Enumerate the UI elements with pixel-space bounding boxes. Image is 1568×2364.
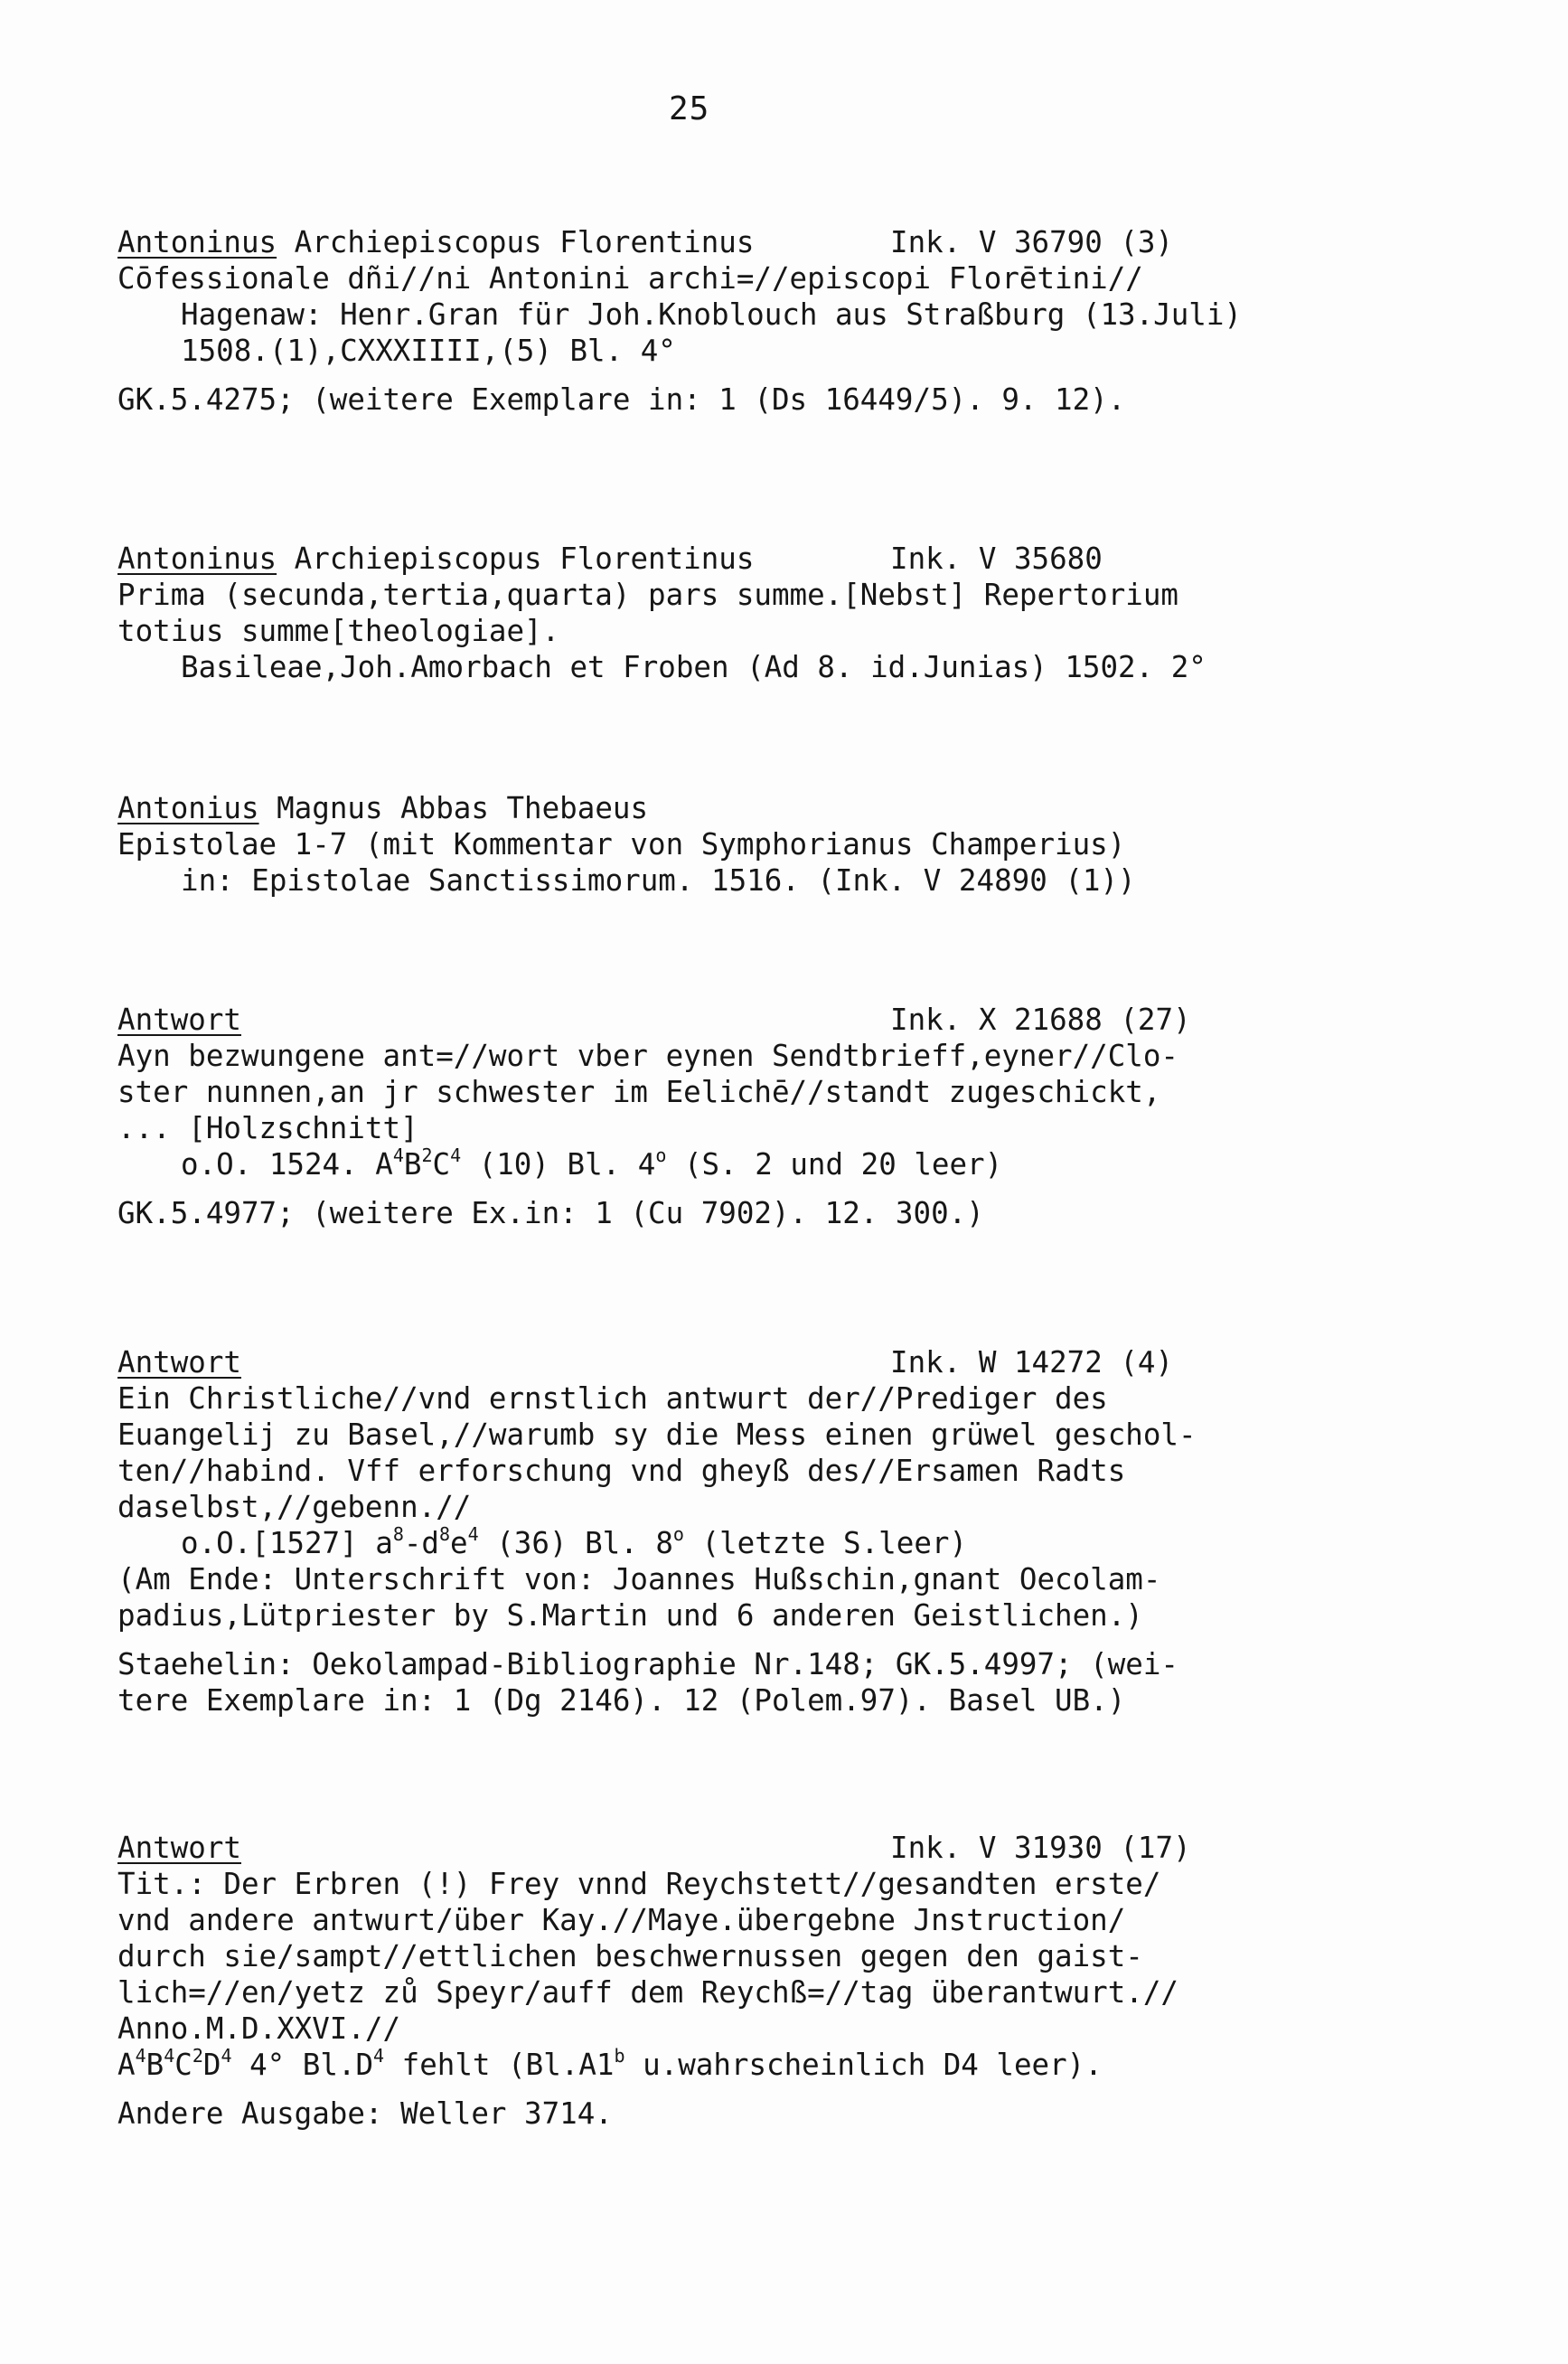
imprint-text: e bbox=[450, 1526, 468, 1560]
imprint-sup: 8 bbox=[439, 1523, 451, 1546]
collation-text: 4° Bl.D bbox=[231, 2048, 374, 2082]
collation-text: B bbox=[146, 2048, 164, 2082]
catalog-entry bbox=[117, 541, 1329, 685]
collation-sup: 4 bbox=[373, 2045, 385, 2067]
imprint-text: (S. 2 und 20 leer) bbox=[666, 1147, 1003, 1182]
collation-text: u.wahrscheinlich D4 leer). bbox=[624, 2048, 1103, 2082]
entry-note: tere Exemplare in: 1 (Dg 2146). 12 (Polem.97). Basel UB.) bbox=[117, 1683, 1126, 1718]
entry-heading-line bbox=[117, 1830, 1329, 1866]
collation-sup: 2 bbox=[192, 2045, 203, 2067]
imprint-text: -d bbox=[403, 1526, 439, 1560]
entry-title-line: totius summe[theologiae]. bbox=[117, 614, 560, 648]
entry-title-line: vnd andere antwurt/über Kay.//Maye.übergebne Jnstruction/ bbox=[117, 1903, 1126, 1937]
entry-title-line: Epistolae 1-7 (mit Kommentar von Symphorianus Champerius) bbox=[117, 827, 1126, 862]
shelfmark: Ink. X 21688 (27) bbox=[890, 1003, 1191, 1037]
entry-title-line: Anno.M.D.XXVI.// bbox=[117, 2011, 401, 2046]
entry-heading-line bbox=[117, 541, 1329, 577]
entry-note: GK.5.4275; (weitere Exemplare in: 1 (Ds 16449/5). 9. 12). bbox=[117, 382, 1126, 417]
imprint-text: (letzte S.leer) bbox=[683, 1526, 968, 1560]
imprint-sup: 4 bbox=[450, 1144, 462, 1167]
entry-title-line: ster nunnen,an jr schwester im Eelichē//standt zugeschickt, bbox=[117, 1075, 1161, 1109]
entry-title-line: daselbst,//gebenn.// bbox=[117, 1490, 472, 1524]
entry-title-line: durch sie/sampt//ettlichen beschwernussen gegen den gaist- bbox=[117, 1939, 1143, 1973]
entry-heading: Antwort bbox=[117, 1831, 241, 1865]
entry-note: Staehelin: Oekolampad-Bibliographie Nr.148; GK.5.4997; (wei- bbox=[117, 1647, 1178, 1681]
entry-imprint-line: Basileae,Joh.Amorbach et Froben (Ad 8. id.Junias) 1502. 2° bbox=[181, 650, 1207, 684]
entry-heading: Antonius bbox=[117, 791, 259, 825]
entry-heading-line bbox=[117, 224, 1329, 260]
imprint-sup: 8 bbox=[392, 1523, 404, 1546]
entry-imprint-line: in: Epistolae Sanctissimorum. 1516. (Ink. V 24890 (1)) bbox=[181, 863, 1136, 898]
catalog-entry bbox=[117, 1002, 1329, 1231]
imprint-text: B bbox=[403, 1147, 422, 1182]
imprint-text: C bbox=[432, 1147, 451, 1182]
imprint-sup: o bbox=[672, 1523, 684, 1546]
entry-title-line: lich=//en/yetz zů Speyr/auff dem Reychß=//tag überantwurt.// bbox=[117, 1975, 1178, 2010]
catalog-entry bbox=[117, 1344, 1329, 1719]
entry-heading-line bbox=[117, 790, 1329, 826]
collation-text: A bbox=[117, 2048, 136, 2082]
entry-heading: Antwort bbox=[117, 1003, 241, 1037]
collation-text: fehlt (Bl.A1 bbox=[384, 2048, 615, 2082]
entry-heading-line bbox=[117, 1002, 1329, 1038]
entry-note: Andere Ausgabe: Weller 3714. bbox=[117, 2096, 613, 2131]
catalog-entry bbox=[117, 224, 1329, 418]
collation-sup: 4 bbox=[135, 2045, 146, 2067]
entry-heading-rest: Magnus Abbas Thebaeus bbox=[258, 791, 649, 825]
entry-title-line: Cōfessionale dñi//ni Antonini archi=//episcopi Florētini// bbox=[117, 261, 1143, 296]
shelfmark: Ink. V 35680 bbox=[890, 542, 1103, 576]
entry-title-line: ... [Holzschnitt] bbox=[117, 1111, 418, 1145]
entry-imprint-line: 1508.(1),CXXXIIII,(5) Bl. 4° bbox=[181, 334, 676, 368]
entry-title-line: Prima (secunda,tertia,quarta) pars summe.[Nebst] Repertorium bbox=[117, 578, 1178, 612]
catalog-entry bbox=[117, 1830, 1329, 2132]
imprint-sup: 4 bbox=[467, 1523, 479, 1546]
collation-text: D bbox=[202, 2048, 221, 2082]
shelfmark: Ink. V 31930 (17) bbox=[890, 1831, 1191, 1865]
entry-heading-rest: Archiepiscopus Florentinus bbox=[277, 225, 755, 259]
catalog-entry bbox=[117, 790, 1329, 899]
imprint-text: o.O.[1527] a bbox=[181, 1526, 393, 1560]
entry-title-line: Ein Christliche//vnd ernstlich antwurt der//Prediger des bbox=[117, 1381, 1108, 1416]
collation-text: C bbox=[174, 2048, 192, 2082]
entry-heading: Antoninus bbox=[117, 225, 277, 259]
page-number: 25 bbox=[669, 90, 710, 127]
imprint-text: o.O. 1524. A bbox=[181, 1147, 393, 1182]
entry-note: GK.5.4977; (weitere Ex.in: 1 (Cu 7902). 12. 300.) bbox=[117, 1196, 984, 1230]
entry-heading-line bbox=[117, 1344, 1329, 1380]
imprint-sup: o bbox=[655, 1144, 667, 1167]
entry-imprint-line: Hagenaw: Henr.Gran für Joh.Knoblouch aus Straßburg (13.Juli) bbox=[181, 297, 1242, 332]
entry-heading: Antoninus bbox=[117, 542, 277, 576]
entry-title-line: Euangelij zu Basel,//warumb sy die Mess einen grüwel geschol- bbox=[117, 1417, 1197, 1452]
collation-sup: 4 bbox=[221, 2045, 232, 2067]
collation-sup: b bbox=[614, 2045, 625, 2067]
entry-remark: (Am Ende: Unterschrift von: Joannes Hußschin,gnant Oecolam- bbox=[117, 1562, 1161, 1596]
entry-title-line: Ayn bezwungene ant=//wort vber eynen Sendtbrieff,eyner//Clo- bbox=[117, 1039, 1178, 1073]
entry-heading: Antwort bbox=[117, 1345, 241, 1380]
entry-title-line: Tit.: Der Erbren (!) Frey vnnd Reychstett//gesandten erste/ bbox=[117, 1867, 1161, 1901]
entry-remark: padius,Lütpriester by S.Martin und 6 anderen Geistlichen.) bbox=[117, 1598, 1143, 1633]
entry-imprint-line bbox=[117, 1525, 1329, 1561]
entry-title-line: ten//habind. Vff erforschung vnd gheyß des//Ersamen Radts bbox=[117, 1454, 1126, 1488]
imprint-text: (10) Bl. 4 bbox=[461, 1147, 656, 1182]
shelfmark: Ink. V 36790 (3) bbox=[890, 225, 1174, 259]
shelfmark: Ink. W 14272 (4) bbox=[890, 1345, 1174, 1380]
imprint-sup: 4 bbox=[392, 1144, 404, 1167]
imprint-sup: 2 bbox=[421, 1144, 433, 1167]
entry-collation-line bbox=[117, 2047, 1329, 2083]
entry-heading-rest: Archiepiscopus Florentinus bbox=[277, 542, 755, 576]
imprint-text: (36) Bl. 8 bbox=[478, 1526, 673, 1560]
collation-sup: 4 bbox=[164, 2045, 175, 2067]
entry-imprint-line bbox=[117, 1146, 1329, 1182]
